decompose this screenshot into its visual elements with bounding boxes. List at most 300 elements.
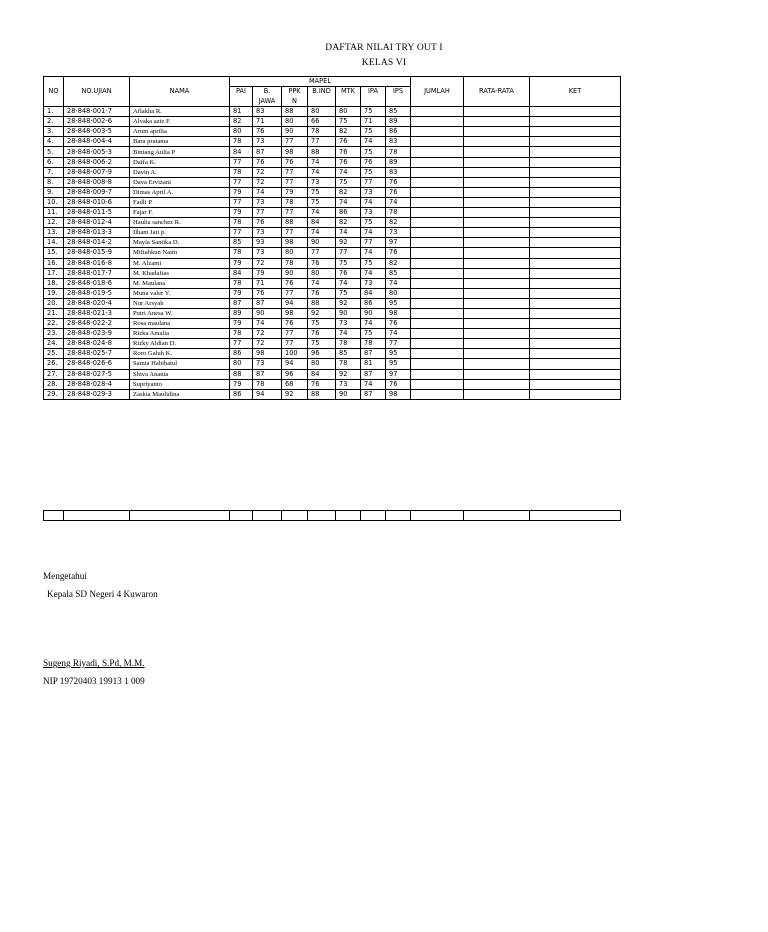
row-number: 10. bbox=[44, 197, 64, 207]
table-row bbox=[44, 268, 621, 278]
jumlah-cell bbox=[411, 228, 464, 238]
score-cell: 88 bbox=[308, 389, 336, 399]
rata-rata-cell bbox=[464, 127, 530, 137]
row-number: 21. bbox=[44, 308, 64, 318]
score-cell: 74 bbox=[361, 248, 386, 258]
score-cell: 74 bbox=[336, 278, 361, 288]
score-cell: 74 bbox=[386, 329, 411, 339]
score-cell: 90 bbox=[308, 238, 336, 248]
score-cell: 92 bbox=[282, 389, 308, 399]
jumlah-cell bbox=[411, 319, 464, 329]
score-cell: 77 bbox=[282, 329, 308, 339]
exam-number: 28-848-013-3 bbox=[64, 228, 130, 238]
blank-cell bbox=[64, 511, 130, 521]
score-cell: 86 bbox=[336, 208, 361, 218]
score-cell: 75 bbox=[361, 127, 386, 137]
row-number: 8. bbox=[44, 177, 64, 187]
row-number: 19. bbox=[44, 288, 64, 298]
exam-number: 28-848-002-6 bbox=[64, 117, 130, 127]
row-number: 18. bbox=[44, 278, 64, 288]
table-row bbox=[44, 278, 621, 288]
jumlah-cell bbox=[411, 187, 464, 197]
exam-number: 28-848-012-4 bbox=[64, 218, 130, 228]
score-cell: 76 bbox=[386, 319, 411, 329]
score-cell: 90 bbox=[336, 389, 361, 399]
student-name: Rosa maulana bbox=[130, 319, 230, 329]
score-cell: 72 bbox=[253, 258, 282, 268]
score-cell: 78 bbox=[230, 218, 253, 228]
header-jumlah: JUMLAH bbox=[411, 77, 464, 107]
ket-cell bbox=[530, 197, 621, 207]
score-cell: 74 bbox=[336, 167, 361, 177]
rata-rata-cell bbox=[464, 308, 530, 318]
table-row bbox=[44, 197, 621, 207]
ket-cell bbox=[530, 379, 621, 389]
blank-cell bbox=[361, 511, 386, 521]
table-row bbox=[44, 359, 621, 369]
score-cell: 78 bbox=[336, 359, 361, 369]
table-row bbox=[44, 379, 621, 389]
rata-rata-cell bbox=[464, 238, 530, 248]
rata-rata-cell bbox=[464, 218, 530, 228]
student-name: Ilham Jati p. bbox=[130, 228, 230, 238]
score-cell: 87 bbox=[253, 147, 282, 157]
jumlah-cell bbox=[411, 167, 464, 177]
score-cell: 82 bbox=[336, 187, 361, 197]
table-row bbox=[44, 127, 621, 137]
rata-rata-cell bbox=[464, 157, 530, 167]
jumlah-cell bbox=[411, 349, 464, 359]
ket-cell bbox=[530, 117, 621, 127]
exam-number: 28-848-003-5 bbox=[64, 127, 130, 137]
score-cell: 85 bbox=[230, 238, 253, 248]
score-cell: 87 bbox=[361, 349, 386, 359]
jumlah-cell bbox=[411, 208, 464, 218]
student-name: M. Alzami bbox=[130, 258, 230, 268]
exam-number: 28-848-025-7 bbox=[64, 349, 130, 359]
student-name: Nur Arsyah bbox=[130, 298, 230, 308]
student-name: Arum aprilia bbox=[130, 127, 230, 137]
blank-cell bbox=[308, 511, 336, 521]
ket-cell bbox=[530, 248, 621, 258]
score-cell: 75 bbox=[361, 167, 386, 177]
score-cell: 85 bbox=[386, 107, 411, 117]
header-subject: MTK bbox=[336, 87, 361, 107]
score-cell: 80 bbox=[336, 107, 361, 117]
score-cell: 92 bbox=[336, 369, 361, 379]
rata-rata-cell bbox=[464, 107, 530, 117]
score-cell: 73 bbox=[386, 228, 411, 238]
ket-cell bbox=[530, 359, 621, 369]
table-row bbox=[44, 167, 621, 177]
score-cell: 77 bbox=[308, 248, 336, 258]
score-cell: 87 bbox=[253, 369, 282, 379]
score-cell: 73 bbox=[253, 359, 282, 369]
score-cell: 72 bbox=[253, 339, 282, 349]
exam-number: 28-848-019-5 bbox=[64, 288, 130, 298]
score-cell: 74 bbox=[361, 197, 386, 207]
ket-cell bbox=[530, 319, 621, 329]
rata-rata-cell bbox=[464, 208, 530, 218]
table-row bbox=[44, 319, 621, 329]
score-cell: 95 bbox=[386, 349, 411, 359]
jumlah-cell bbox=[411, 339, 464, 349]
exam-number: 28-848-015-9 bbox=[64, 248, 130, 258]
rata-rata-cell bbox=[464, 147, 530, 157]
score-cell: 94 bbox=[282, 359, 308, 369]
rata-rata-cell bbox=[464, 268, 530, 278]
header-rata-rata: RATA-RATA bbox=[464, 77, 530, 107]
score-cell: 75 bbox=[336, 177, 361, 187]
ket-cell bbox=[530, 137, 621, 147]
signature-position: Kepala SD Negeri 4 Kuwaron bbox=[47, 589, 158, 599]
rata-rata-cell bbox=[464, 177, 530, 187]
ket-cell bbox=[530, 268, 621, 278]
score-cell: 78 bbox=[386, 208, 411, 218]
score-cell: 88 bbox=[282, 107, 308, 117]
jumlah-cell bbox=[411, 288, 464, 298]
score-cell: 76 bbox=[336, 268, 361, 278]
header-no-ujian: NO.UJIAN bbox=[64, 77, 130, 107]
table-row bbox=[44, 238, 621, 248]
score-cell: 85 bbox=[386, 268, 411, 278]
jumlah-cell bbox=[411, 298, 464, 308]
score-cell: 74 bbox=[253, 319, 282, 329]
score-cell: 89 bbox=[230, 308, 253, 318]
table-row bbox=[44, 298, 621, 308]
document-subtitle: KELAS VI bbox=[361, 58, 407, 68]
ket-cell bbox=[530, 218, 621, 228]
score-cell: 80 bbox=[282, 117, 308, 127]
score-cell: 81 bbox=[361, 359, 386, 369]
exam-number: 28-848-011-5 bbox=[64, 208, 130, 218]
score-cell: 74 bbox=[361, 319, 386, 329]
exam-number: 28-848-014-2 bbox=[64, 238, 130, 248]
header-ket: KET bbox=[530, 77, 621, 107]
score-cell: 77 bbox=[336, 248, 361, 258]
rata-rata-cell bbox=[464, 369, 530, 379]
score-cell: 78 bbox=[230, 137, 253, 147]
row-number: 11. bbox=[44, 208, 64, 218]
rata-rata-cell bbox=[464, 379, 530, 389]
row-number: 2. bbox=[44, 117, 64, 127]
score-cell: 77 bbox=[230, 197, 253, 207]
score-cell: 79 bbox=[230, 187, 253, 197]
signature-approval: Mengetahui bbox=[43, 571, 87, 581]
score-cell: 96 bbox=[308, 349, 336, 359]
score-cell: 76 bbox=[336, 147, 361, 157]
score-cell: 94 bbox=[253, 389, 282, 399]
score-cell: 98 bbox=[282, 308, 308, 318]
score-cell: 77 bbox=[282, 228, 308, 238]
score-cell: 90 bbox=[361, 308, 386, 318]
score-cell: 76 bbox=[282, 319, 308, 329]
student-name: Miftahkun Naim bbox=[130, 248, 230, 258]
score-cell: 98 bbox=[386, 308, 411, 318]
score-cell: 78 bbox=[386, 147, 411, 157]
student-name: Bara pratama bbox=[130, 137, 230, 147]
table-row bbox=[44, 288, 621, 298]
row-number: 25. bbox=[44, 349, 64, 359]
rata-rata-cell bbox=[464, 339, 530, 349]
score-cell: 73 bbox=[253, 228, 282, 238]
student-name: Haulia sanchez R. bbox=[130, 218, 230, 228]
jumlah-cell bbox=[411, 177, 464, 187]
score-cell: 78 bbox=[361, 339, 386, 349]
score-table bbox=[43, 76, 621, 400]
score-cell: 78 bbox=[230, 248, 253, 258]
score-cell: 78 bbox=[308, 127, 336, 137]
score-cell: 88 bbox=[282, 218, 308, 228]
score-cell: 79 bbox=[230, 258, 253, 268]
student-name: Daffa K. bbox=[130, 157, 230, 167]
exam-number: 28-848-008-8 bbox=[64, 177, 130, 187]
score-cell: 76 bbox=[308, 258, 336, 268]
score-cell: 87 bbox=[253, 298, 282, 308]
rata-rata-cell bbox=[464, 288, 530, 298]
score-cell: 80 bbox=[308, 359, 336, 369]
table-row bbox=[44, 187, 621, 197]
ket-cell bbox=[530, 157, 621, 167]
score-cell: 75 bbox=[336, 117, 361, 127]
ket-cell bbox=[530, 308, 621, 318]
score-cell: 78 bbox=[253, 379, 282, 389]
rata-rata-cell bbox=[464, 359, 530, 369]
score-cell: 95 bbox=[386, 298, 411, 308]
blank-cell bbox=[44, 511, 64, 521]
ket-cell bbox=[530, 127, 621, 137]
rata-rata-cell bbox=[464, 298, 530, 308]
score-cell: 75 bbox=[308, 319, 336, 329]
rata-rata-cell bbox=[464, 197, 530, 207]
header-subject: PPK N bbox=[282, 87, 308, 107]
score-cell: 76 bbox=[386, 379, 411, 389]
student-name: Supriyanto bbox=[130, 379, 230, 389]
score-cell: 82 bbox=[386, 258, 411, 268]
exam-number: 28-848-027-5 bbox=[64, 369, 130, 379]
rata-rata-cell bbox=[464, 248, 530, 258]
table-row bbox=[44, 177, 621, 187]
score-cell: 74 bbox=[361, 379, 386, 389]
exam-number: 28-848-021-3 bbox=[64, 308, 130, 318]
blank-cell bbox=[230, 511, 253, 521]
ket-cell bbox=[530, 258, 621, 268]
header-subject: IPS bbox=[386, 87, 411, 107]
score-cell: 90 bbox=[253, 308, 282, 318]
score-cell: 98 bbox=[253, 349, 282, 359]
score-cell: 76 bbox=[253, 157, 282, 167]
score-cell: 86 bbox=[386, 127, 411, 137]
row-number: 22. bbox=[44, 319, 64, 329]
score-cell: 74 bbox=[308, 228, 336, 238]
score-cell: 87 bbox=[361, 389, 386, 399]
blank-cell bbox=[282, 511, 308, 521]
rata-rata-cell bbox=[464, 389, 530, 399]
score-cell: 77 bbox=[282, 288, 308, 298]
score-cell: 78 bbox=[336, 339, 361, 349]
student-name: M. Khadafias bbox=[130, 268, 230, 278]
student-name: Alvaka aziz F. bbox=[130, 117, 230, 127]
score-cell: 94 bbox=[282, 298, 308, 308]
row-number: 5. bbox=[44, 147, 64, 157]
score-cell: 75 bbox=[336, 288, 361, 298]
score-cell: 73 bbox=[361, 208, 386, 218]
table-row bbox=[44, 248, 621, 258]
score-cell: 77 bbox=[282, 339, 308, 349]
exam-number: 28-848-028-4 bbox=[64, 379, 130, 389]
score-cell: 77 bbox=[230, 177, 253, 187]
score-cell: 95 bbox=[386, 359, 411, 369]
score-cell: 77 bbox=[386, 339, 411, 349]
score-cell: 75 bbox=[361, 147, 386, 157]
table-row bbox=[44, 389, 621, 399]
exam-number: 28-848-020-4 bbox=[64, 298, 130, 308]
table-row bbox=[44, 218, 621, 228]
score-cell: 76 bbox=[386, 177, 411, 187]
score-cell: 82 bbox=[336, 218, 361, 228]
score-cell: 72 bbox=[253, 167, 282, 177]
ket-cell bbox=[530, 298, 621, 308]
score-cell: 82 bbox=[386, 218, 411, 228]
signature-name: Sugeng Riyadi, S.Pd, M.M. bbox=[43, 658, 145, 668]
jumlah-cell bbox=[411, 218, 464, 228]
score-cell: 77 bbox=[230, 157, 253, 167]
rata-rata-cell bbox=[464, 117, 530, 127]
ket-cell bbox=[530, 288, 621, 298]
ket-cell bbox=[530, 389, 621, 399]
exam-number: 28-848-024-8 bbox=[64, 339, 130, 349]
jumlah-cell bbox=[411, 157, 464, 167]
score-cell: 71 bbox=[253, 117, 282, 127]
student-name: Zaskia Maulidina bbox=[130, 389, 230, 399]
score-cell: 76 bbox=[386, 187, 411, 197]
student-name: Fajar F. bbox=[130, 208, 230, 218]
row-number: 4. bbox=[44, 137, 64, 147]
score-cell: 74 bbox=[361, 268, 386, 278]
row-number: 3. bbox=[44, 127, 64, 137]
row-number: 26. bbox=[44, 359, 64, 369]
jumlah-cell bbox=[411, 278, 464, 288]
score-cell: 80 bbox=[308, 107, 336, 117]
score-cell: 86 bbox=[230, 349, 253, 359]
row-number: 13. bbox=[44, 228, 64, 238]
score-cell: 81 bbox=[230, 107, 253, 117]
row-number: 23. bbox=[44, 329, 64, 339]
ket-cell bbox=[530, 349, 621, 359]
score-cell: 73 bbox=[253, 248, 282, 258]
jumlah-cell bbox=[411, 137, 464, 147]
score-cell: 73 bbox=[361, 187, 386, 197]
rata-rata-cell bbox=[464, 228, 530, 238]
score-cell: 76 bbox=[253, 218, 282, 228]
header-subject: PAI bbox=[230, 87, 253, 107]
jumlah-cell bbox=[411, 359, 464, 369]
table-row bbox=[44, 157, 621, 167]
score-cell: 75 bbox=[308, 197, 336, 207]
jumlah-cell bbox=[411, 238, 464, 248]
header-subject: IPA bbox=[361, 87, 386, 107]
score-cell: 85 bbox=[336, 349, 361, 359]
exam-number: 28-848-009-7 bbox=[64, 187, 130, 197]
exam-number: 28-848-007-9 bbox=[64, 167, 130, 177]
blank-cell bbox=[253, 511, 282, 521]
score-cell: 84 bbox=[361, 288, 386, 298]
score-cell: 87 bbox=[361, 369, 386, 379]
table-row bbox=[44, 117, 621, 127]
score-cell: 96 bbox=[282, 369, 308, 379]
score-cell: 75 bbox=[336, 258, 361, 268]
ket-cell bbox=[530, 228, 621, 238]
table-row bbox=[44, 228, 621, 238]
rata-rata-cell bbox=[464, 137, 530, 147]
score-cell: 76 bbox=[386, 248, 411, 258]
score-cell: 76 bbox=[336, 157, 361, 167]
row-number: 20. bbox=[44, 298, 64, 308]
row-number: 28. bbox=[44, 379, 64, 389]
score-cell: 78 bbox=[230, 278, 253, 288]
exam-number: 28-848-029-3 bbox=[64, 389, 130, 399]
score-cell: 77 bbox=[230, 228, 253, 238]
score-cell: 77 bbox=[361, 238, 386, 248]
exam-number: 28-848-004-4 bbox=[64, 137, 130, 147]
ket-cell bbox=[530, 187, 621, 197]
jumlah-cell bbox=[411, 389, 464, 399]
exam-number: 28-848-001-7 bbox=[64, 107, 130, 117]
jumlah-cell bbox=[411, 258, 464, 268]
score-cell: 73 bbox=[336, 319, 361, 329]
score-cell: 80 bbox=[230, 359, 253, 369]
score-cell: 73 bbox=[253, 197, 282, 207]
jumlah-cell bbox=[411, 248, 464, 258]
score-cell: 89 bbox=[386, 157, 411, 167]
table-row bbox=[44, 137, 621, 147]
score-cell: 90 bbox=[336, 308, 361, 318]
rata-rata-cell bbox=[464, 258, 530, 268]
score-cell: 83 bbox=[386, 137, 411, 147]
row-number: 14. bbox=[44, 238, 64, 248]
student-name: Rizka Amalia bbox=[130, 329, 230, 339]
signature-nip: NIP 19720403 19913 1 009 bbox=[43, 676, 145, 686]
row-number: 15. bbox=[44, 248, 64, 258]
score-cell: 80 bbox=[386, 288, 411, 298]
rata-rata-cell bbox=[464, 349, 530, 359]
rata-rata-cell bbox=[464, 319, 530, 329]
student-name: Roro Galuh K. bbox=[130, 349, 230, 359]
score-cell: 98 bbox=[386, 389, 411, 399]
score-cell: 74 bbox=[386, 278, 411, 288]
exam-number: 28-848-006-2 bbox=[64, 157, 130, 167]
score-cell: 97 bbox=[386, 238, 411, 248]
student-name: Aflakha R. bbox=[130, 107, 230, 117]
row-number: 17. bbox=[44, 268, 64, 278]
score-cell: 68 bbox=[282, 379, 308, 389]
exam-number: 28-848-017-7 bbox=[64, 268, 130, 278]
score-cell: 75 bbox=[361, 258, 386, 268]
score-cell: 78 bbox=[282, 258, 308, 268]
score-cell: 76 bbox=[308, 329, 336, 339]
table-row bbox=[44, 147, 621, 157]
score-cell: 98 bbox=[282, 147, 308, 157]
score-cell: 77 bbox=[253, 208, 282, 218]
score-cell: 76 bbox=[253, 288, 282, 298]
score-cell: 76 bbox=[253, 127, 282, 137]
student-name: Putri Anesa W. bbox=[130, 308, 230, 318]
student-name: Shiva Ananta bbox=[130, 369, 230, 379]
score-cell: 79 bbox=[230, 288, 253, 298]
score-cell: 75 bbox=[361, 218, 386, 228]
score-cell: 76 bbox=[308, 379, 336, 389]
score-cell: 88 bbox=[230, 369, 253, 379]
